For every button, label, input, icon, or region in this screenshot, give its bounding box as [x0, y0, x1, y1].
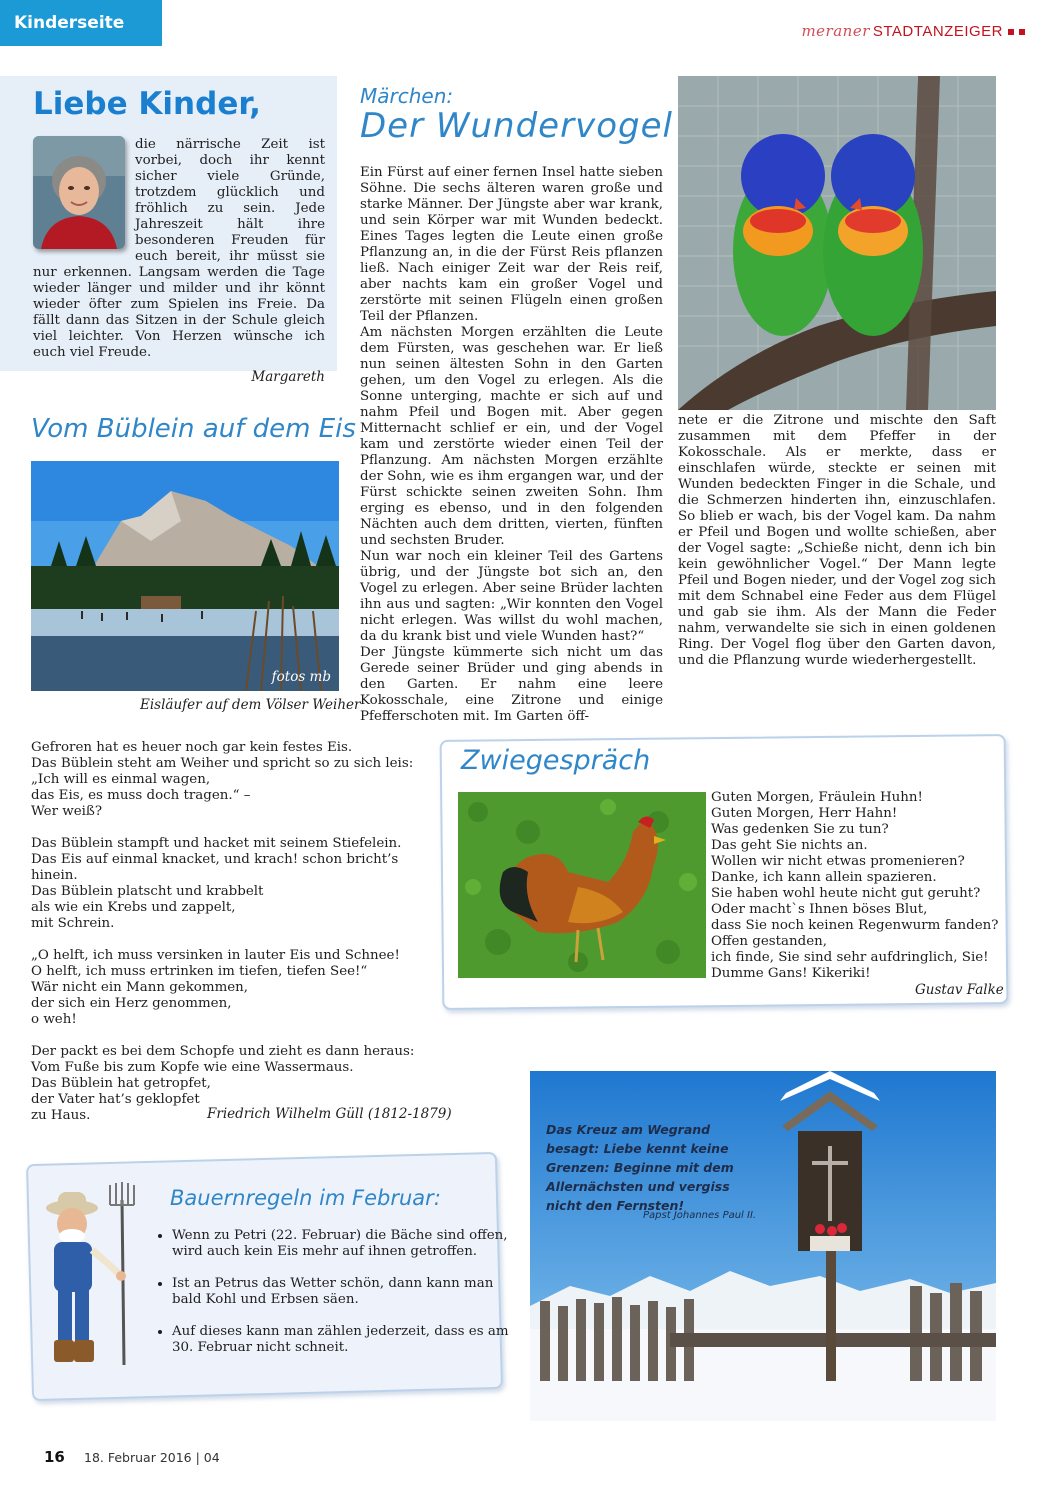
portrait-spacer — [33, 137, 135, 259]
rooster-photo — [458, 792, 706, 978]
ice-poem-text: Gefroren hat es heuer noch gar kein festes Eis. Das Büblein steht am Weiher und spricht so zu sich leis: „Ich will es einmal wagen, das Eis, es muss doch tragen.“ – Wer weiß? Das Büblein stampft und hacket mit seinem Stiefelein. Das Eis auf einmal knacket, und krach! schon bricht’s hinein. Das Büblein platscht und krabbelt als wie ein Krebs und zappelt, mit Schrein. „O helft, ich muss versinken in lauter Eis und Schnee! O helft, ich muss ertrinken im tiefen, tiefen See!“ Wär nicht ein Mann gekommen, der sich ein Herz genommen, o weh! Der packt es bei dem Schopfe und zieht es dann heraus: Vom Fuße bis zum Kopfe wie eine Wassermaus. Das Büblein hat getropfet, der Vater hat’s geklopfet zu Haus. — [31, 740, 415, 1123]
cross-quote-source: Papst Johannes Paul II. — [643, 1210, 757, 1221]
dialogue-text: Guten Morgen, Fräulein Huhn! Guten Morgen, Herr Hahn! Was gedenken Sie zu tun? Das geht Sie nichts an. Wollen wir nicht etwas promenieren? Danke, ich kann allein spazieren. Sie haben wohl heute nicht gut geruht? Oder macht`s Ihnen böses Blut, dass Sie noch keinen Regenwurm fanden? Offen gestanden, ich finde, Sie sind sehr aufdringlich, Sie! Dumme Gans! Kikeriki! — [711, 790, 999, 981]
paragraph: Der Jüngste kümmerte sich nicht um das Gerede seiner Brüder und ging abends in den Garten. Er nahm eine leere Kokosschale, eine Zitrone und einige Pfefferschoten mit. Im Garten öff- — [360, 645, 663, 724]
dialogue-title: Zwiegespräch — [461, 745, 651, 776]
paragraph: nete er die Zitrone und mischte den Saft zusammen mit dem Pfeffer in der Kokosschale. Als er merkte, dass er einschlafen würde, steckte er seinen mit Wunden bedeckten Finger in die Schale, und die Schmerzen hinderten ihn, einzuschlafen. So blieb er wach, bis der Vogel kam. Da nahm er Pfeil und Bogen und wollte schießen, aber der Vogel sagte: „Schieße nicht, denn ich bin kein gewöhnlicher Vogel.“ Der Mann legte Pfeil und Bogen nieder, und der Vogel zog sich mit dem Schnabel eine Feder aus dem Flügel und gab sie ihm. Als der Mann die Feder nahm, verwandelte sie sich in einen goldenen Ring. Der Vogel flog über den Garten davon, und die Pflanzung wurde wiederhergestellt. — [678, 413, 996, 668]
intro-title: Liebe Kinder, — [33, 86, 261, 122]
ice-poem-title: Vom Büblein auf dem Eis — [31, 414, 356, 444]
page-number: 16 — [44, 1448, 65, 1466]
square-icon — [1019, 29, 1025, 35]
ice-poem-author: Friedrich Wilhelm Güll (1812-1879) — [207, 1106, 452, 1122]
photo-credit: fotos mb — [271, 669, 331, 685]
intro-body: die närrische Zeit ist vorbei, doch ihr kennt sicher viele Gründe, trotzdem glücklich und fröhlich zu sein. Jede Jahreszeit hält ihre besonderen Freuden für euch bereit, ihr müsst sie nur erkennen. Langsam werden die Tage wieder länger und milder und ihr könnt wieder öfter zum Spielen ins Freie. Da fällt dann das Sitzen in der Schule gleich viel leichter. Von Herzen wünsche ich euch viel Freude. — [33, 137, 325, 360]
cross-quote: Das Kreuz am Wegrand besagt: Liebe kennt keine Grenzen: Beginne mit dem Allernächsten und vergiss nicht den Fernsten! — [546, 1122, 734, 1213]
section-tab: Kinderseite — [0, 0, 162, 46]
list-item: • Auf dieses kann man zählen jederzeit, dass es am 30. Februar nicht schneit. — [172, 1324, 512, 1356]
paragraph: Am nächsten Morgen erzählten die Leute dem Fürsten, was geschehen war. Er ließ nun seinen ältesten Sohn in den Garten gehen, um den Vogel zu erlegen. Als die Sonne unterging, machte er sich auf und nahm Pfeil und Bogen mit. Aber gegen Mitternacht schlief er ein, und der Vogel kam und zerstörte wieder einen Teil der Pflanzung. Am nächsten Morgen erzählte der Sohn, wie es ihm ergangen war, und der Fürst schickte seinen zweiten Sohn. Ihm erging es ebenso, und in den folgenden Nächten auch dem dritten, vierten, fünften und sechsten Bruder. — [360, 325, 663, 548]
brand-name-part2: STADTANZEIGER — [872, 23, 1003, 40]
farmer-illustration — [42, 1180, 137, 1370]
frozen-lake-photo — [31, 461, 339, 691]
farmer-rules-list — [150, 1228, 512, 1372]
farmer-rules-title: Bauernregeln im Februar: — [170, 1186, 441, 1210]
fairy-tale-column-1 — [360, 165, 663, 725]
fairy-tale-column-2 — [678, 413, 996, 669]
masthead — [801, 22, 1025, 40]
brand-name-part1: meraner — [801, 22, 870, 40]
fairy-tale-title: Der Wundervogel — [360, 106, 673, 146]
square-icon — [1008, 29, 1014, 35]
issue-date: 18. Februar 2016 | 04 — [84, 1450, 220, 1465]
paragraph: Nun war noch ein kleiner Teil des Gartens übrig, und der Jüngste bot sich an, den Vogel zu erlegen. Aber seine Brüder lachten ihn aus und sagten: „Wir konnten den Vogel nicht erlegen. Was willst du wohl machen, da du krank bist und viele Wunden hast?“ — [360, 549, 663, 644]
intro-text-block — [33, 137, 325, 385]
parrots-photo — [678, 76, 996, 410]
lake-photo-caption: Eisläufer auf dem Völser Weiher — [140, 697, 361, 713]
list-item: • Wenn zu Petri (22. Februar) die Bäche sind offen, wird auch kein Eis mehr auf ihnen getroffen. — [172, 1228, 512, 1260]
dialogue-author: Gustav Falke — [915, 982, 1004, 998]
paragraph: Ein Fürst auf einer fernen Insel hatte sieben Söhne. Die sechs älteren waren große und starke Männer. Der Jüngste aber war krank, und sein Körper war mit Wunden bedeckt. Eines Tages legten die Leute einen große Pflanzung an, in die der Fürst Reis pflanzen ließ. Nach einiger Zeit war der Reis reif, aber nachts kam ein großer Vogel und zerstörte mit seinen Flügeln einen großen Teil der Pflanzen. — [360, 165, 663, 324]
list-item: • Ist an Petrus das Wetter schön, dann kann man bald Kohl und Erbsen säen. — [172, 1276, 512, 1308]
fairy-tale-kicker: Märchen: — [360, 84, 454, 108]
intro-signature: Margareth — [251, 369, 325, 385]
